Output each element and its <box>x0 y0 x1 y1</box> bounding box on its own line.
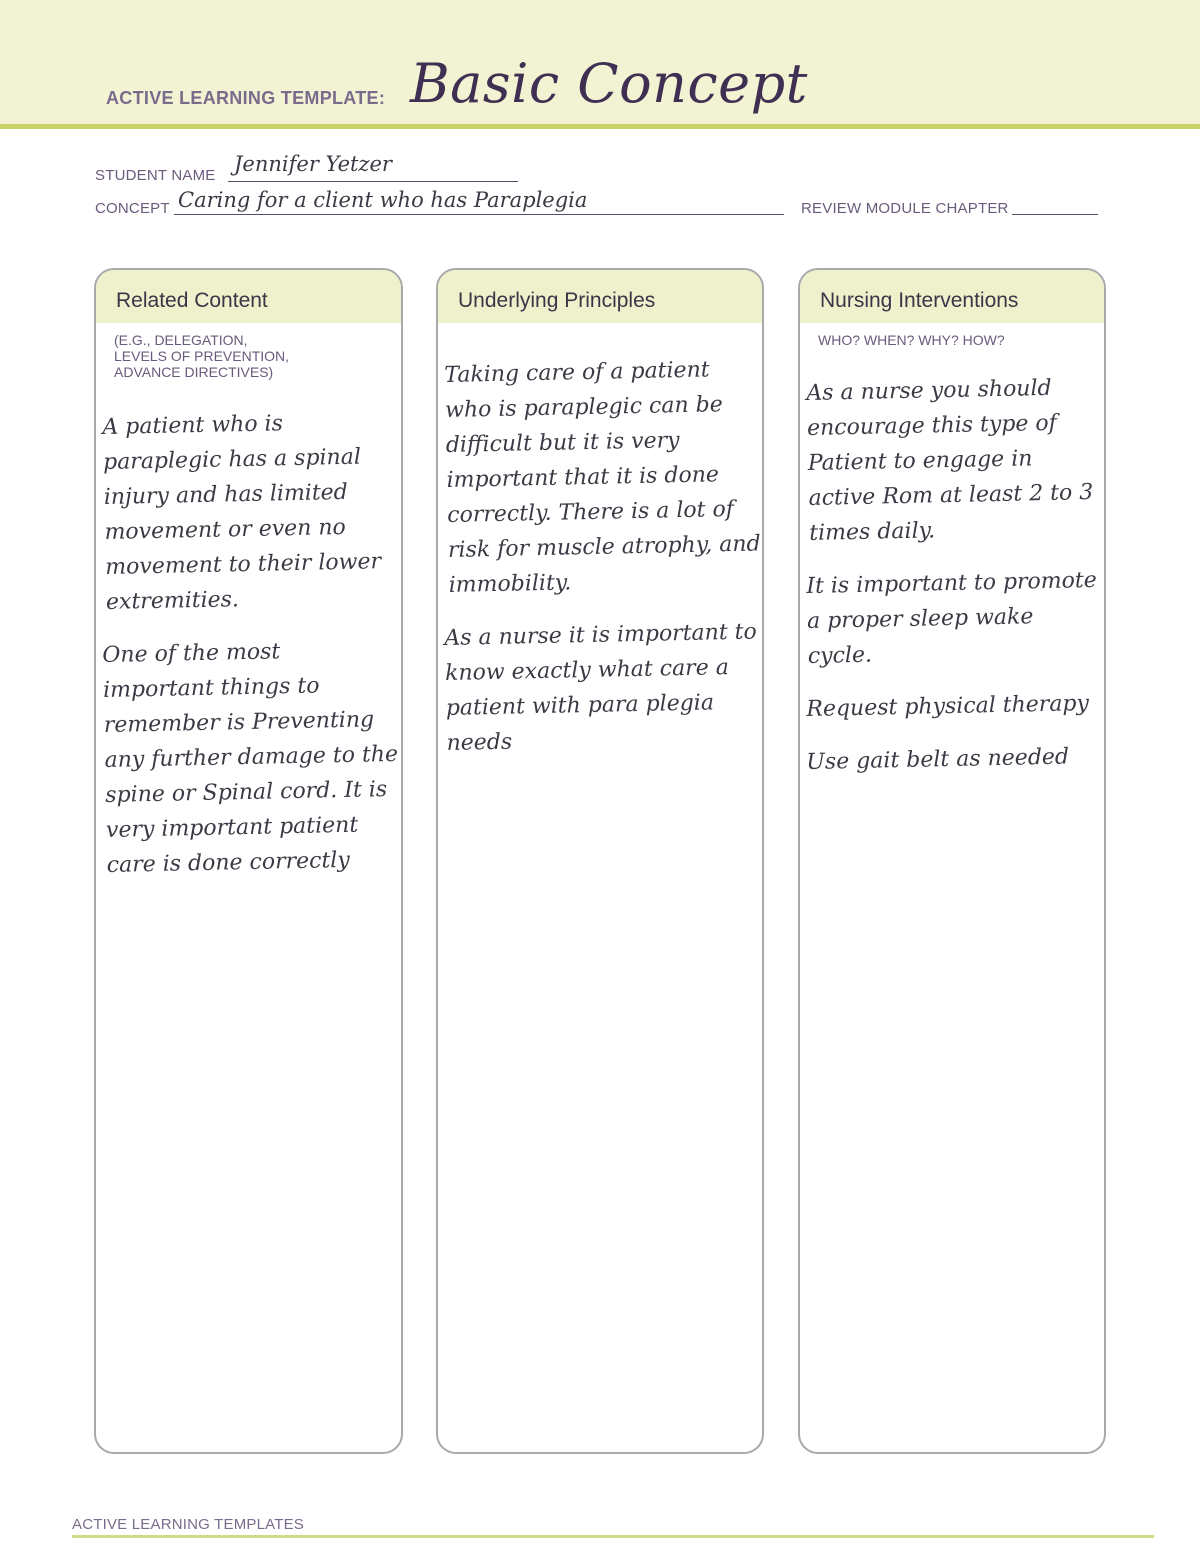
note-paragraph: A patient who is paraplegic has a spinal injury and has limited movement or even no movement to their lower extremities. <box>102 411 382 615</box>
panel-header: Related Content <box>96 270 401 323</box>
note-paragraph: Use gait belt as needed <box>806 744 1070 775</box>
panel-header: Underlying Principles <box>438 270 762 323</box>
panel-subtitle: (E.G., DELEGATION, LEVELS OF PREVENTION, ADVANCE DIRECTIVES) <box>114 332 290 380</box>
student-name-line <box>228 181 518 182</box>
student-name-value[interactable]: Jennifer Yetzer <box>234 152 392 176</box>
student-name-label: STUDENT NAME <box>95 167 216 184</box>
note-paragraph: Request physical therapy <box>806 691 1090 722</box>
concept-line <box>174 214 784 215</box>
panel-notes[interactable] <box>800 376 1104 798</box>
header-rule <box>0 124 1200 129</box>
note-paragraph: It is important to promote a proper sleep wake cycle. <box>806 567 1098 669</box>
footer-text: ACTIVE LEARNING TEMPLATES <box>72 1516 304 1533</box>
nursing-interventions-panel <box>798 268 1106 1454</box>
note-paragraph: One of the most important things to remember is Preventing any further damage to the spine or Spinal cord. It is very important patient care is done correctly <box>102 639 399 878</box>
panel-subtitle: WHO? WHEN? WHY? HOW? <box>818 332 1005 348</box>
template-label: ACTIVE LEARNING TEMPLATE: <box>106 88 386 108</box>
underlying-principles-panel <box>436 268 764 1454</box>
review-module-label: REVIEW MODULE CHAPTER <box>801 200 1009 217</box>
concept-value[interactable]: Caring for a client who has Paraplegia <box>178 188 588 212</box>
review-module-line <box>1012 214 1098 215</box>
panel-header: Nursing Interventions <box>800 270 1104 323</box>
related-content-panel <box>94 268 403 1454</box>
footer-rule <box>72 1535 1154 1538</box>
template-title: Basic Concept <box>410 52 808 115</box>
note-paragraph: Taking care of a patient who is paraplegic can be difficult but it is very important that it is done correctly. There is a lot of risk for muscle atrophy, and immobility. <box>444 357 761 598</box>
note-paragraph: As a nurse it is important to know exactly what care a patient with para plegia needs <box>444 619 757 756</box>
concept-label: CONCEPT <box>95 200 170 217</box>
panel-notes[interactable] <box>438 358 762 779</box>
note-paragraph: As a nurse you should encourage this type of Patient to engage in active Rom at least 2 to 3 times daily. <box>806 375 1094 546</box>
panel-notes[interactable] <box>96 410 401 901</box>
